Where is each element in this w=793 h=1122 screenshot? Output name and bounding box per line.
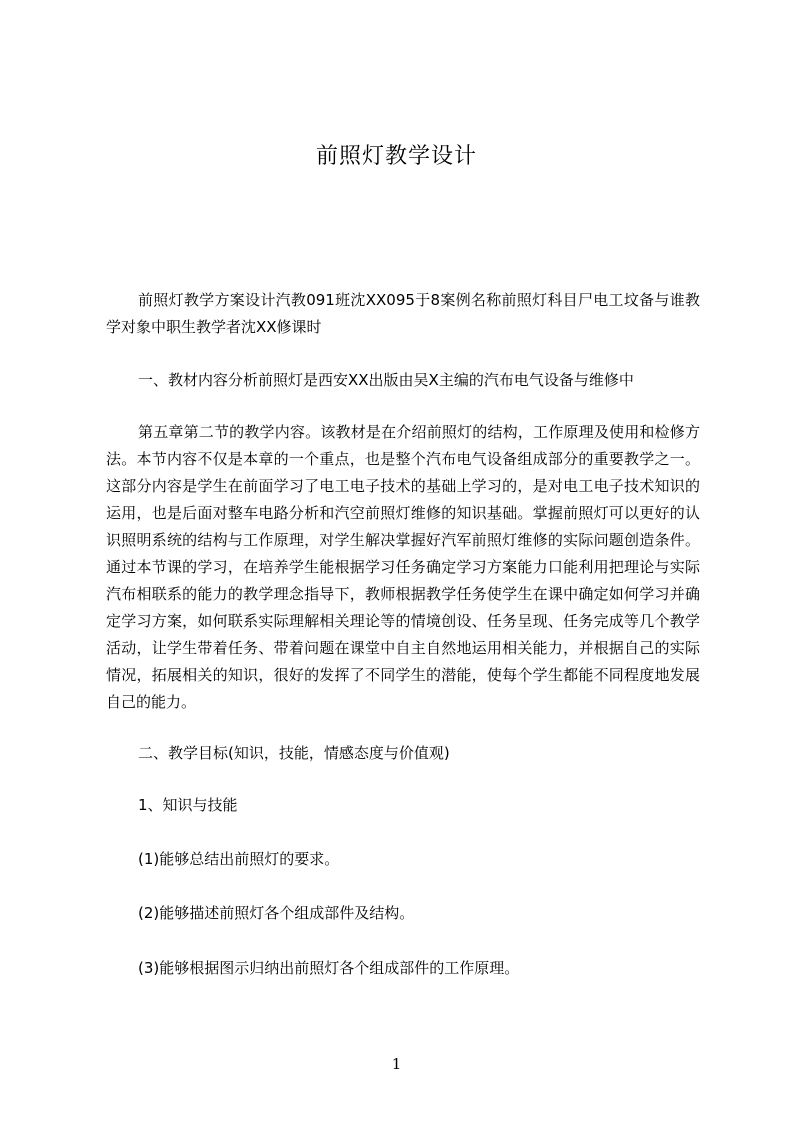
page-number: 1 [391,1055,402,1073]
section1-body: 第五章第二节的教学内容。该教材是在介绍前照灯的结构，工作原理及使用和检修方法。本节内容不仅是本章的一个重点，也是整个汽布电气设备组成部分的重要教学之一。这部分内容是学生在前面学习了电工电子技术的基础上学习的，是对电工电子技术知识的运用，也是后面对整车电路分析和汽空前照灯维修的知识基础。掌握前照灯可以更好的认识照明系统的结构与工作原理，对学生解决掌握好汽军前照灯维修的实际问题创造条件。通过本节课的学习，在培养学生能根据学习任务确定学习方案能力口能利用把理论与实际汽布相联系的能力的教学理念指导下，教师根据教学任务使学生在课中确定如何学习并确定学习方案，如何联系实际理解相关理论等的情境创设、任务呈现、任务完成等几个教学活动，让学生带着任务、带着问题在课堂中自主自然地运用相关能力，并根据自己的实际情况，拓展相关的知识，很好的发挥了不同学生的潜能，使每个学生都能不同程度地发展自己的能力。 [106,423,700,711]
subsection1-heading: 1、知识与技能 [138,796,238,814]
objective-2: (2)能够描述前照灯各个组成部件及结构。 [138,904,415,922]
document-title: 前照灯教学设计 [315,144,477,169]
objective-1: (1)能够总结出前照灯的要求。 [138,850,340,868]
intro-paragraph: 前照灯教学方案设计汽教091班沈XX095于8案例名称前照灯科目尸电工坟备与谁教学对象中职生教学者沈XX修课时 [106,291,700,336]
objective-3: (3)能够根据图示归纳出前照灯各个组成部件的工作原理。 [138,959,520,977]
section1-heading: 一、教材内容分析前照灯是西安XX出版由吴X主编的汽布电气设备与维修中 [138,371,634,389]
section2-heading: 二、教学目标(知识，技能，情感态度与价值观) [138,744,450,762]
